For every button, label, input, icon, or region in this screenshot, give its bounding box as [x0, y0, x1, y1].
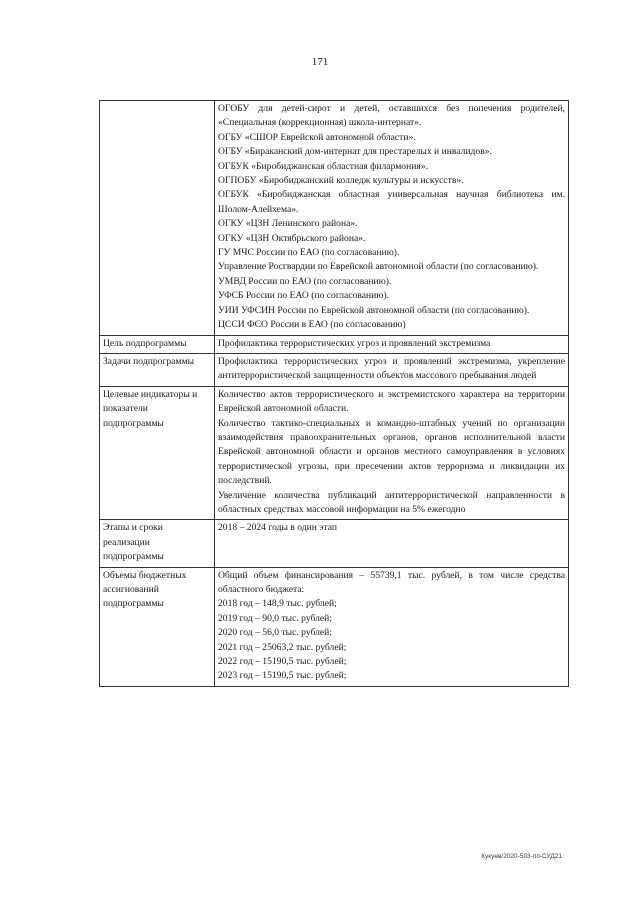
budget-label: Объемы бюджетных ассигнований подпрограммы: [100, 567, 215, 686]
stages-row: [100, 520, 569, 567]
tasks-label: Задачи подпрограммы: [100, 353, 215, 386]
budget-year-line: 2022 год – 15190,5 тыс. рублей;: [218, 656, 347, 668]
executor-line: ОГБУК «Биробиджанская областная филармония».: [218, 160, 428, 172]
subprogram-passport-table: [99, 100, 569, 687]
indicator-line: Количество тактико-специальных и командно-штабных учений по организации взаимодействия правоохранительных органов, органов исполнительной власти Еврейской автономной области и органов местного самоуправления в условиях террористической угрозы, при пресечении актов терроризма и ликвидации их последствий.: [218, 417, 565, 487]
indicator-line: Увеличение количества публикаций антитеррористической направленности в областных средствах массовой информации на 5% ежегодно: [218, 489, 565, 515]
budget-year-line: 2018 год – 148,9 тыс. рублей;: [218, 598, 337, 610]
budget-value: [215, 567, 569, 686]
executors-value-cell: [215, 101, 569, 336]
budget-year-line: 2020 год – 56,0 тыс. рублей;: [218, 627, 332, 639]
indicators-label: Целевые индикаторы и показатели подпрограммы: [100, 386, 215, 520]
indicators-row: [100, 386, 569, 520]
budget-year-line: 2019 год – 90,0 тыс. рублей;: [218, 612, 332, 624]
goal-row: [100, 335, 569, 353]
stages-label: Этапы и сроки реализации подпрограммы: [100, 520, 215, 567]
budget-year-line: 2021 год – 25063,2 тыс. рублей;: [218, 641, 347, 653]
executor-line: УФСБ России по ЕАО (по согласованию).: [218, 290, 390, 302]
tasks-value: Профилактика террористических угроз и проявлений экстремизма, укрепление антитеррористической защищенности объектов массового пребывания людей: [215, 353, 569, 386]
budget-intro: Общий объем финансирования – 55739,1 тыс. рублей, в том числе средства областного бюджета:: [218, 569, 565, 595]
executor-line: ОГБУ «СШОР Еврейской автономной области».: [218, 131, 416, 143]
executor-line: ОГБУ «Бираканский дом-интернат для престарелых и инвалидов».: [218, 146, 492, 158]
budget-row: [100, 567, 569, 686]
stages-value: 2018 – 2024 годы в один этап: [215, 520, 569, 567]
executor-line: УМВД России по ЕАО (по согласованию).: [218, 275, 392, 287]
executor-line: ОГПОБУ «Биробиджанский колледж культуры и искусств».: [218, 175, 464, 187]
executor-line: ОГБУК «Биробиджанская областная универсальная научная библиотека им. Шолом-Алейхема».: [218, 189, 565, 215]
indicator-line: Количество актов террористического и экстремистского характера на территории Еврейской автономной области.: [218, 388, 565, 415]
executor-line: ГУ МЧС России по ЕАО (по согласованию).: [218, 247, 400, 259]
executor-line: ОГКУ «ЦЗН Ленинского района».: [218, 218, 358, 230]
executors-row: [100, 101, 569, 336]
executor-line: УИИ УФСИН России по Еврейской автономной области (по согласованию).: [218, 304, 530, 316]
executor-line: ОГОБУ для детей-сирот и детей, оставшихся без попечения родителей, «Специальная (коррекционная) школа-интернат».: [218, 103, 565, 129]
executor-line: ОГКУ «ЦЗН Октябрьского района».: [218, 232, 366, 244]
goal-value: Профилактика террористических угроз и проявлений экстремизма: [215, 335, 569, 353]
budget-year-line: 2023 год – 15190,5 тыс. рублей;: [218, 670, 347, 682]
document-footer-code: Кукуев/2020-503-пп-СУД21: [481, 853, 562, 860]
page-number: 171: [311, 56, 329, 68]
executor-line: Управление Росгвардии по Еврейской автономной области (по согласованию).: [218, 261, 539, 273]
executors-label-cell: [100, 101, 215, 336]
goal-label: Цель подпрограммы: [100, 335, 215, 353]
executor-line: ЦССИ ФСО России в ЕАО (по согласованию): [218, 319, 406, 331]
indicators-value: [215, 386, 569, 520]
tasks-row: [100, 353, 569, 386]
